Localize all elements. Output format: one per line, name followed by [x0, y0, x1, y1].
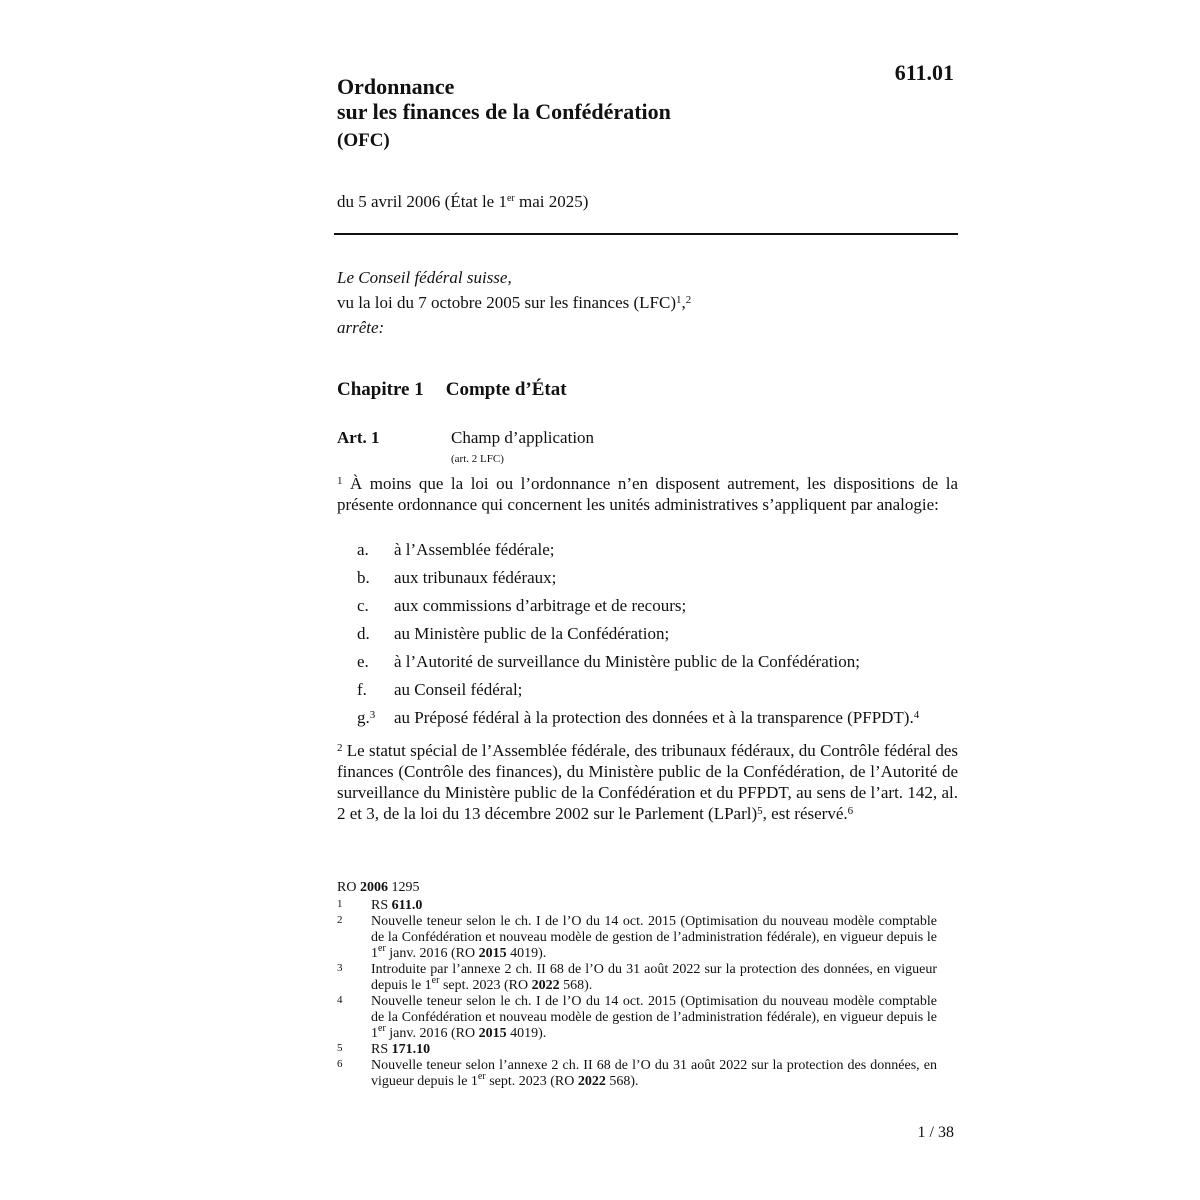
header-divider — [334, 233, 958, 235]
footnote-number: 5 — [337, 1042, 343, 1054]
footnote — [337, 962, 937, 994]
preamble-issuer: Le Conseil fédéral suisse, — [337, 268, 512, 287]
article-title: Champ d’application — [451, 428, 595, 447]
list-item — [357, 568, 919, 596]
footnote-text: Introduite par l’annexe 2 ch. II 68 de l’O du 31 août 2022 sur la protection des données, en vigueur depuis le 1er sept. 2023 (RO 2022 568). — [371, 962, 937, 993]
footnote-ref-6[interactable]: 6 — [847, 805, 854, 817]
list-letter: d. — [357, 624, 370, 643]
document-number: 611.01 — [894, 60, 954, 85]
list-text: au Préposé fédéral à la protection des données et à la transparence (PFPDT).$^4$ — [394, 708, 920, 727]
footnote-ref-1[interactable]: 1 — [676, 294, 682, 306]
document-date — [337, 192, 588, 212]
list-item — [357, 596, 919, 624]
preamble-basis — [337, 290, 691, 315]
footnote-text: Nouvelle teneur selon le ch. I de l’O du 14 oct. 2015 (Optimisation du nouveau modèle comptable de la Confédération et nouveau modèle de gestion de l’administration fédérale), en vigueur depuis le 1er janv. 2016 (RO 2015 4019). — [371, 994, 937, 1041]
document-title — [337, 74, 671, 153]
list-letter: b. — [357, 568, 370, 587]
footnote-ref[interactable]: 4 — [913, 709, 920, 721]
list-item — [357, 708, 919, 736]
paragraph-number: 2 — [337, 742, 343, 754]
article-number: Art. 1 — [337, 428, 380, 447]
preamble-basis-text: vu la loi du 7 octobre 2005 sur les finances (LFC) — [337, 293, 676, 312]
ro-page: 1295 — [387, 880, 420, 895]
footnotes — [337, 880, 937, 1090]
list-letter: g.$^3$ — [357, 708, 376, 727]
ro-reference — [337, 880, 937, 896]
footnote — [337, 898, 937, 914]
footnote — [337, 994, 937, 1042]
paragraph-text-end: , est réservé. — [762, 804, 848, 823]
chapter-heading — [337, 379, 567, 401]
paragraph-text: À moins que la loi ou l’ordonnance n’en disposent autrement, les dispositions de la présente ordonnance qui concernent les unités administratives s’appliquent par analogie: — [337, 474, 958, 514]
footnote-number: 1 — [337, 898, 343, 910]
article-heading — [337, 428, 594, 448]
ro-prefix: RO — [337, 880, 360, 895]
footnote — [337, 1058, 937, 1090]
page-number: 1 / 38 — [917, 1124, 954, 1141]
list-letter: f. — [357, 680, 367, 699]
date-suffix: mai 2025) — [514, 192, 589, 211]
title-abbreviation: (OFC) — [337, 130, 390, 151]
list-item — [357, 540, 919, 568]
preamble-decision: arrête: — [337, 318, 385, 337]
date-prefix: du 5 avril 2006 (État le 1 — [337, 192, 507, 211]
footnote-ref-5[interactable]: 5 — [757, 805, 763, 817]
list-letter: c. — [357, 596, 369, 615]
paragraph-number: 1 — [337, 475, 343, 487]
article-reference: (art. 2 LFC) — [451, 453, 504, 465]
footnote-text: RS 171.10 — [371, 1042, 431, 1057]
list-text: aux tribunaux fédéraux; — [394, 568, 557, 587]
title-line-1: Ordonnance — [337, 74, 455, 99]
footnote-number: 6 — [337, 1058, 343, 1070]
list-text: à l’Assemblée fédérale; — [394, 540, 555, 559]
chapter-title: Compte d’État — [445, 379, 567, 400]
ro-year: 2006 — [359, 880, 388, 895]
footnote-number: 3 — [337, 962, 343, 974]
list-text: au Ministère public de la Confédération; — [394, 624, 670, 643]
footnote-ref-2[interactable]: 2 — [685, 294, 692, 306]
footnote — [337, 914, 937, 962]
chapter-label: Chapitre 1 — [337, 379, 424, 400]
preamble — [337, 265, 691, 340]
title-line-2: sur les finances de la Confédération — [337, 99, 671, 124]
footnote — [337, 1042, 937, 1058]
list-letter: e. — [357, 652, 369, 671]
preamble-comma: , — [681, 293, 686, 312]
list-letter: a. — [357, 540, 369, 559]
date-sup: er — [506, 193, 515, 204]
footnote-text: RS 611.0 — [371, 898, 423, 913]
footnote-text: Nouvelle teneur selon le ch. I de l’O du 14 oct. 2015 (Optimisation du nouveau modèle comptable de la Confédération et nouveau modèle de gestion de l’administration fédérale), en vigueur depuis le 1er janv. 2016 (RO 2015 4019). — [371, 914, 937, 961]
footnote-number: 4 — [337, 994, 343, 1006]
list-item — [357, 680, 919, 708]
paragraph-1 — [337, 473, 958, 515]
list-text: à l’Autorité de surveillance du Ministère public de la Confédération; — [394, 652, 860, 671]
scope-list — [357, 540, 919, 736]
footnote-number: 2 — [337, 914, 343, 926]
list-item — [357, 624, 919, 652]
footnote-ref[interactable]: 3 — [369, 709, 376, 721]
list-item — [357, 652, 919, 680]
list-text: aux commissions d’arbitrage et de recours; — [394, 596, 687, 615]
paragraph-2 — [337, 740, 958, 824]
list-text: au Conseil fédéral; — [394, 680, 523, 699]
footnote-text: Nouvelle teneur selon l’annexe 2 ch. II 68 de l’O du 31 août 2022 sur la protection des données, en vigueur depuis le 1er sept. 2023 (RO 2022 568). — [371, 1058, 937, 1089]
paragraph-text: Le statut spécial de l’Assemblée fédérale, des tribunaux fédéraux, du Contrôle fédéral des finances (Contrôle des finances), du Ministère public de la Confédération, de l’Autorité de surveillance du Ministère public de la Confédération et du PFPDT, au sens de l’art. 142, al. 2 et 3, de la loi du 13 décembre 2002 sur le Parlement (LParl) — [337, 741, 958, 823]
footnote-list — [337, 898, 937, 1090]
